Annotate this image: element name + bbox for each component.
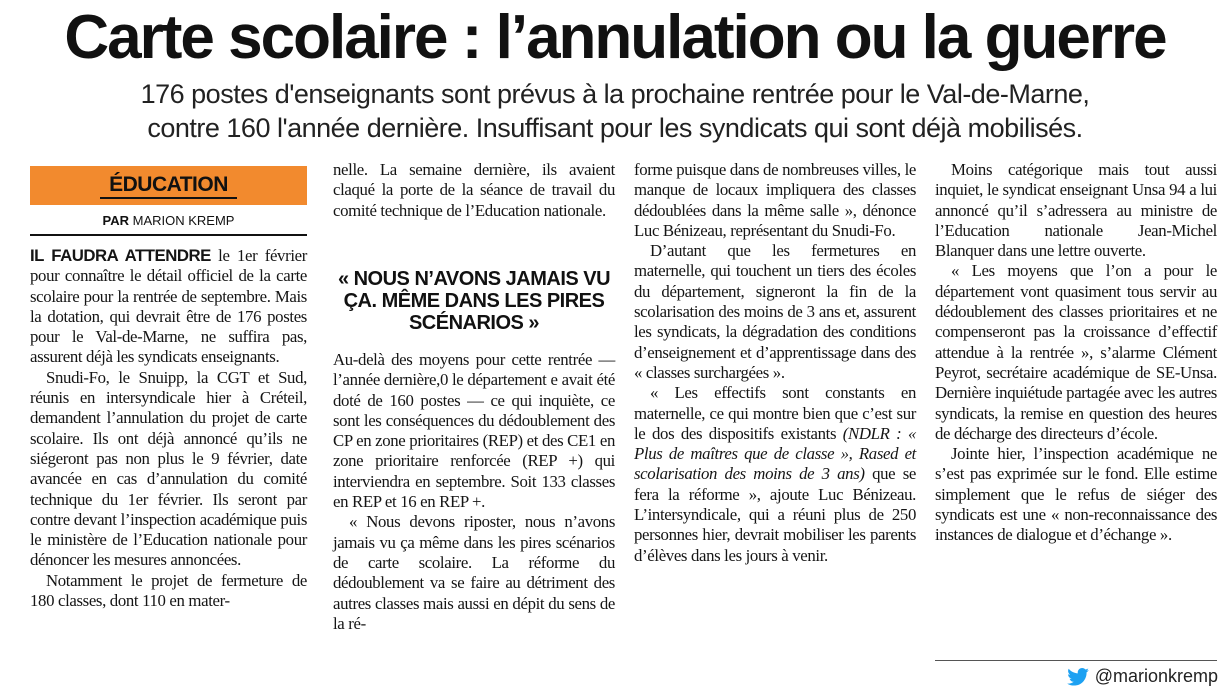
editor-note: (NDLR : « Plus de maîtres que de classe », Rased et scolarisation des moins de 3 ans) [634, 423, 916, 484]
headline: Carte scolaire : l’annulation ou la guerre [64, 3, 1166, 72]
subhead-line-1: 176 postes d'enseignants sont prévus à la prochaine rentrée pour le Val-de-Marne, [140, 79, 1090, 109]
paragraph: « Nous devons riposter, nous n’avons jamais vu ça même dans les pires scénarios de carte scolaire. La réforme du dédoublement va se faire au détriment des autres classes mais aussi en dépit du sens de la ré- [333, 512, 615, 633]
rubric-underline [100, 197, 237, 199]
subheadline [0, 77, 1230, 145]
column-2-top [333, 160, 615, 221]
paragraph: Snudi-Fo, le Snuipp, la CGT et Sud, réunis en intersyndicale hier à Créteil, demandent l’annulation du projet de carte scolaire. Ils ont déjà annoncé qu’ils ne siégeront pas non plus le 9 février, date avancée en cas d’annulation du comité technique du 1er février. Ils seront par contre devant l’inspection académique puis le ministère de l’Education nationale pour dénoncer les mesures annoncées. [30, 367, 307, 570]
column-4 [935, 160, 1217, 546]
byline-prefix: PAR [102, 213, 129, 228]
paragraph: D’autant que les fermetures en maternelle, qui touchent un tiers des écoles du département, signeront la fin de la scolarisation des moins de 3 ans et, assurent les syndicats, la dégradation des conditions d’enseignement et d’apprentissage dans des « classes surchargées ». [634, 241, 916, 382]
column-2-body [333, 350, 615, 634]
paragraph: forme puisque dans de nombreuses villes, le manque de locaux impliquera des classes dédoublées dans la même salle », dénonce Luc Bénizeau, représentant du Snudi-Fo. [634, 160, 916, 240]
paragraph: Jointe hier, l’inspection académique ne s’est pas exprimée sur le fond. Elle estime simplement que le refus de siéger des syndicats est une « non-reconnaissance des instances de dialogue et d’échange ». [935, 444, 1217, 545]
paragraph: Moins catégorique mais tout aussi inquiet, le syndicat enseignant Unsa 94 a lui annoncé qu’il s’adressera au ministre de l’Education nationale Jean-Michel Blanquer dans une lettre ouverte. [935, 160, 1217, 261]
byline-rule [30, 234, 307, 236]
lead-in: IL FAUDRA ATTENDRE [30, 246, 211, 265]
twitter-bird-icon [1067, 668, 1089, 686]
paragraph: Au-delà des moyens pour cette rentrée — l’année dernière,0 le département e avait été doté de 160 postes — ce qui inquiète, ce sont les conséquences du dédoublement des CP en zone prioritaires (REP) et des CE1 en zone prioritaire renforcée (REP +) qui interviendra en septembre. Soit 133 classes en REP et 16 en REP +. [333, 350, 615, 512]
paragraph [634, 383, 916, 566]
twitter-credit[interactable] [1067, 666, 1218, 687]
pull-quote: « NOUS N’AVONS JAMAIS VU ÇA. MÊME DANS LES PIRES SCÉNARIOS » [337, 268, 611, 334]
paragraph: « Les moyens que l’on a pour le département vont quasiment tous servir au dédoublement des classes prioritaires et ne compenseront pas la croissance d’effectif attendue à la rentrée », s’alarme Clément Peyrot, secrétaire académique de SE-Unsa. Dernière inquiétude partagée avec les autres syndicats, la remise en question des heures de décharge des directeurs d’école. [935, 261, 1217, 443]
paragraph: Notamment le projet de fermeture de 180 classes, dont 110 en mater- [30, 570, 307, 611]
paragraph-text: le 1er février pour connaître le détail officiel de la carte scolaire pour la rentrée de septembre. Mais la dotation, qui devrait être de 176 postes pour le Val-de-Marne, ne suffira pas, assurent déjà les syndicats enseignants. [30, 246, 307, 367]
paragraph [30, 246, 307, 368]
paragraph: nelle. La semaine dernière, ils avaient claqué la porte de la séance de travail du comité technique de l’Education nationale. [333, 160, 615, 220]
column-4-rule [935, 660, 1217, 661]
column-1 [30, 246, 307, 611]
byline-author: MARION KREMP [132, 213, 235, 228]
byline [30, 213, 307, 228]
twitter-handle: @marionkremp [1094, 666, 1218, 686]
column-3 [634, 160, 916, 566]
paragraph-text: que se fera la réforme », ajoute Luc Bénizeau. L’intersyndicale, qui a réuni plus de 250 personnes hier, devrait mobiliser les parents d’élèves dans les jours à venir. [634, 464, 916, 565]
subhead-line-2: contre 160 l'année dernière. Insuffisant pour les syndicats qui sont déjà mobilisés. [147, 113, 1083, 143]
section-rubric [30, 166, 307, 205]
rubric-label: ÉDUCATION [109, 173, 228, 196]
paragraph-text: « Les effectifs sont constants en maternelle, ce qui montre bien que c’est sur le dos des dispositifs existants [634, 383, 916, 443]
